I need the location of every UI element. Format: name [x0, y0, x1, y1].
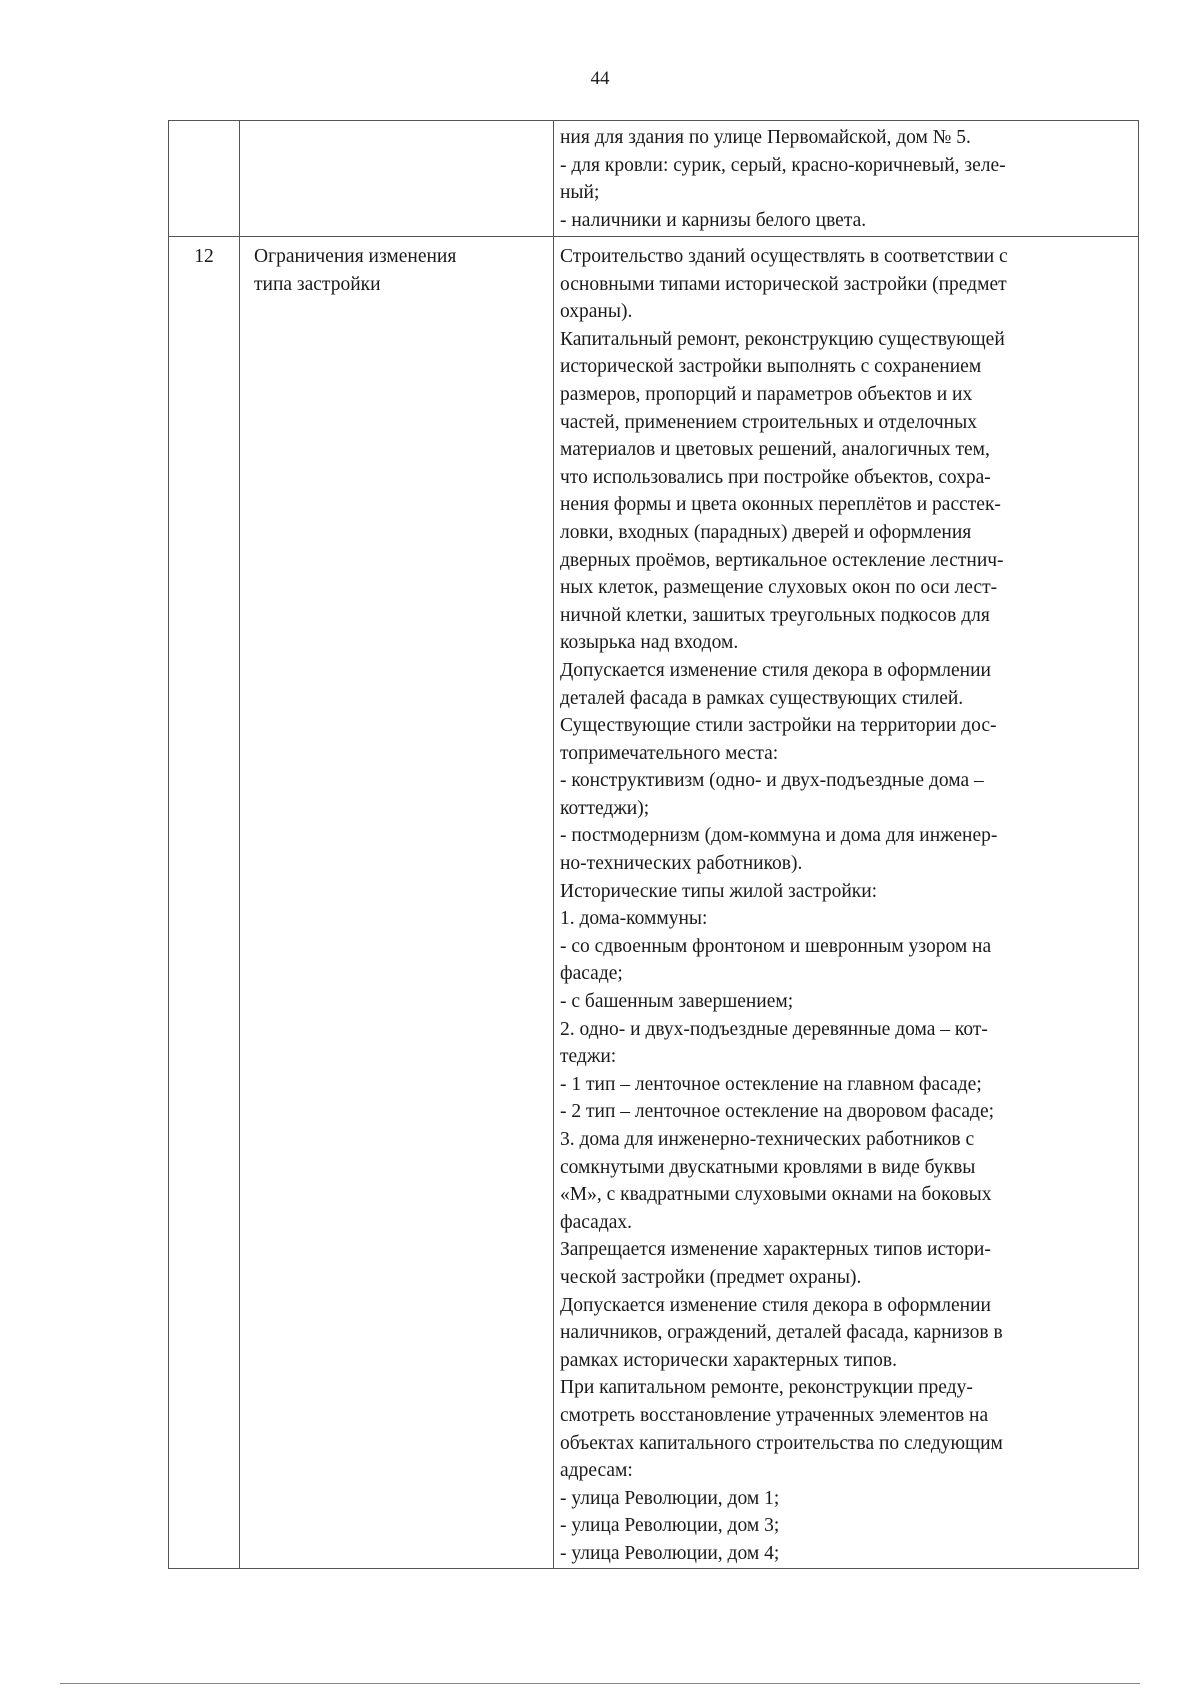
text-line: сомкнутыми двускатными кровлями в виде буквы: [560, 1156, 976, 1178]
row-description-cell: [554, 121, 1139, 237]
text-line: - улица Революции, дом 1;: [560, 1487, 780, 1509]
text-line: Существующие стили застройки на территории дос-: [560, 715, 997, 737]
text-line: ничной клетки, зашитых треугольных подкосов для: [560, 604, 990, 626]
text-line: Запрещается изменение характерных типов истори-: [560, 1239, 991, 1261]
text-line: 3. дома для инженерно-технических работников с: [560, 1129, 975, 1150]
text-line: - наличники и карнизы белого цвета.: [560, 209, 867, 231]
table-row-12: [169, 237, 1139, 1569]
text-line: Строительство зданий осуществлять в соответствии с: [560, 246, 1008, 267]
text-line: «М», с квадратными слуховыми окнами на боковых: [560, 1184, 992, 1206]
text-line: размеров, пропорций и параметров объектов и их: [560, 383, 973, 405]
text-line: - постмодернизм (дом-коммуна и дома для инженер-: [560, 825, 998, 847]
text-line: адресам:: [560, 1460, 633, 1482]
text-line: ных клеток, размещение слуховых окон по оси лест-: [560, 577, 998, 599]
text-line: Допускается изменение стиля декора в оформлении: [560, 659, 991, 681]
text-line: ный;: [560, 182, 600, 204]
text-line: частей, применением строительных и отделочных: [560, 411, 977, 433]
text-line: козырька над входом.: [560, 632, 739, 654]
text-line: ловки, входных (парадных) дверей и оформления: [560, 521, 972, 543]
text-line: Капитальный ремонт, реконструкцию существующей: [560, 328, 1005, 350]
text-line: но-технических работников).: [560, 853, 803, 875]
footer-divider: [60, 1683, 1140, 1684]
text-line: фасаде;: [560, 963, 623, 985]
text-line: 2. одно- и двух-подъездные деревянные дома – кот-: [560, 1018, 988, 1040]
text-line: Исторические типы жилой застройки:: [560, 880, 878, 902]
text-line: охраны).: [560, 301, 633, 323]
text-line: - улица Революции, дом 3;: [560, 1515, 780, 1537]
row-name-cell: [240, 121, 554, 237]
text-line: - 1 тип – ленточное остекление на главном фасаде;: [560, 1073, 982, 1095]
text-line: ния для здания по улице Первомайской, дом № 5.: [560, 127, 971, 148]
text-line: - конструктивизм (одно- и двух-подъездные дома –: [560, 770, 984, 792]
text-line: дверных проёмов, вертикальное остекление лестнич-: [560, 549, 1004, 571]
text-line: что использовались при постройке объектов, сохра-: [560, 466, 991, 488]
text-line: коттеджи);: [560, 797, 650, 819]
text-line: деталей фасада в рамках существующих стилей.: [560, 687, 964, 709]
text-line: смотреть восстановление утраченных элементов на: [560, 1404, 989, 1426]
text-line: - улица Революции, дом 4;: [560, 1542, 780, 1564]
text-line: основными типами исторической застройки (предмет: [560, 273, 1007, 295]
text-line: Допускается изменение стиля декора в оформлении: [560, 1294, 991, 1316]
text-line: - со сдвоенным фронтоном и шевронным узором на: [560, 935, 992, 957]
text-line: объектах капитального строительства по следующим: [560, 1432, 1003, 1454]
name-line: Ограничения изменения: [254, 246, 457, 267]
text-line: 1. дома-коммуны:: [560, 908, 708, 930]
name-line: типа застройки: [254, 273, 381, 295]
text-line: ческой застройки (предмет охраны).: [560, 1266, 862, 1288]
row-number-cell: 12: [169, 237, 240, 1569]
row-number-cell: [169, 121, 240, 237]
text-line: - для кровли: сурик, серый, красно-коричневый, зеле-: [560, 154, 1006, 176]
text-line: топримечательного места:: [560, 742, 779, 764]
text-line: материалов и цветовых решений, аналогичных тем,: [560, 439, 990, 461]
text-line: - с башенным завершением;: [560, 991, 794, 1013]
restrictions-table: [168, 120, 1139, 1569]
row-description-cell: [554, 237, 1139, 1569]
page-number: 44: [590, 68, 610, 89]
text-line: рамках исторически характерных типов.: [560, 1349, 897, 1371]
text-line: При капитальном ремонте, реконструкции преду-: [560, 1377, 973, 1399]
text-line: - 2 тип – ленточное остекление на дворовом фасаде;: [560, 1101, 995, 1123]
table-row-continuation: [169, 121, 1139, 237]
text-line: наличников, ограждений, деталей фасада, карнизов в: [560, 1322, 1003, 1344]
text-line: теджи:: [560, 1046, 617, 1068]
text-line: фасадах.: [560, 1211, 633, 1233]
text-line: исторической застройки выполнять с сохранением: [560, 356, 982, 378]
text-line: нения формы и цвета оконных переплётов и расстек-: [560, 494, 1001, 516]
row-name-cell: [240, 237, 554, 1569]
